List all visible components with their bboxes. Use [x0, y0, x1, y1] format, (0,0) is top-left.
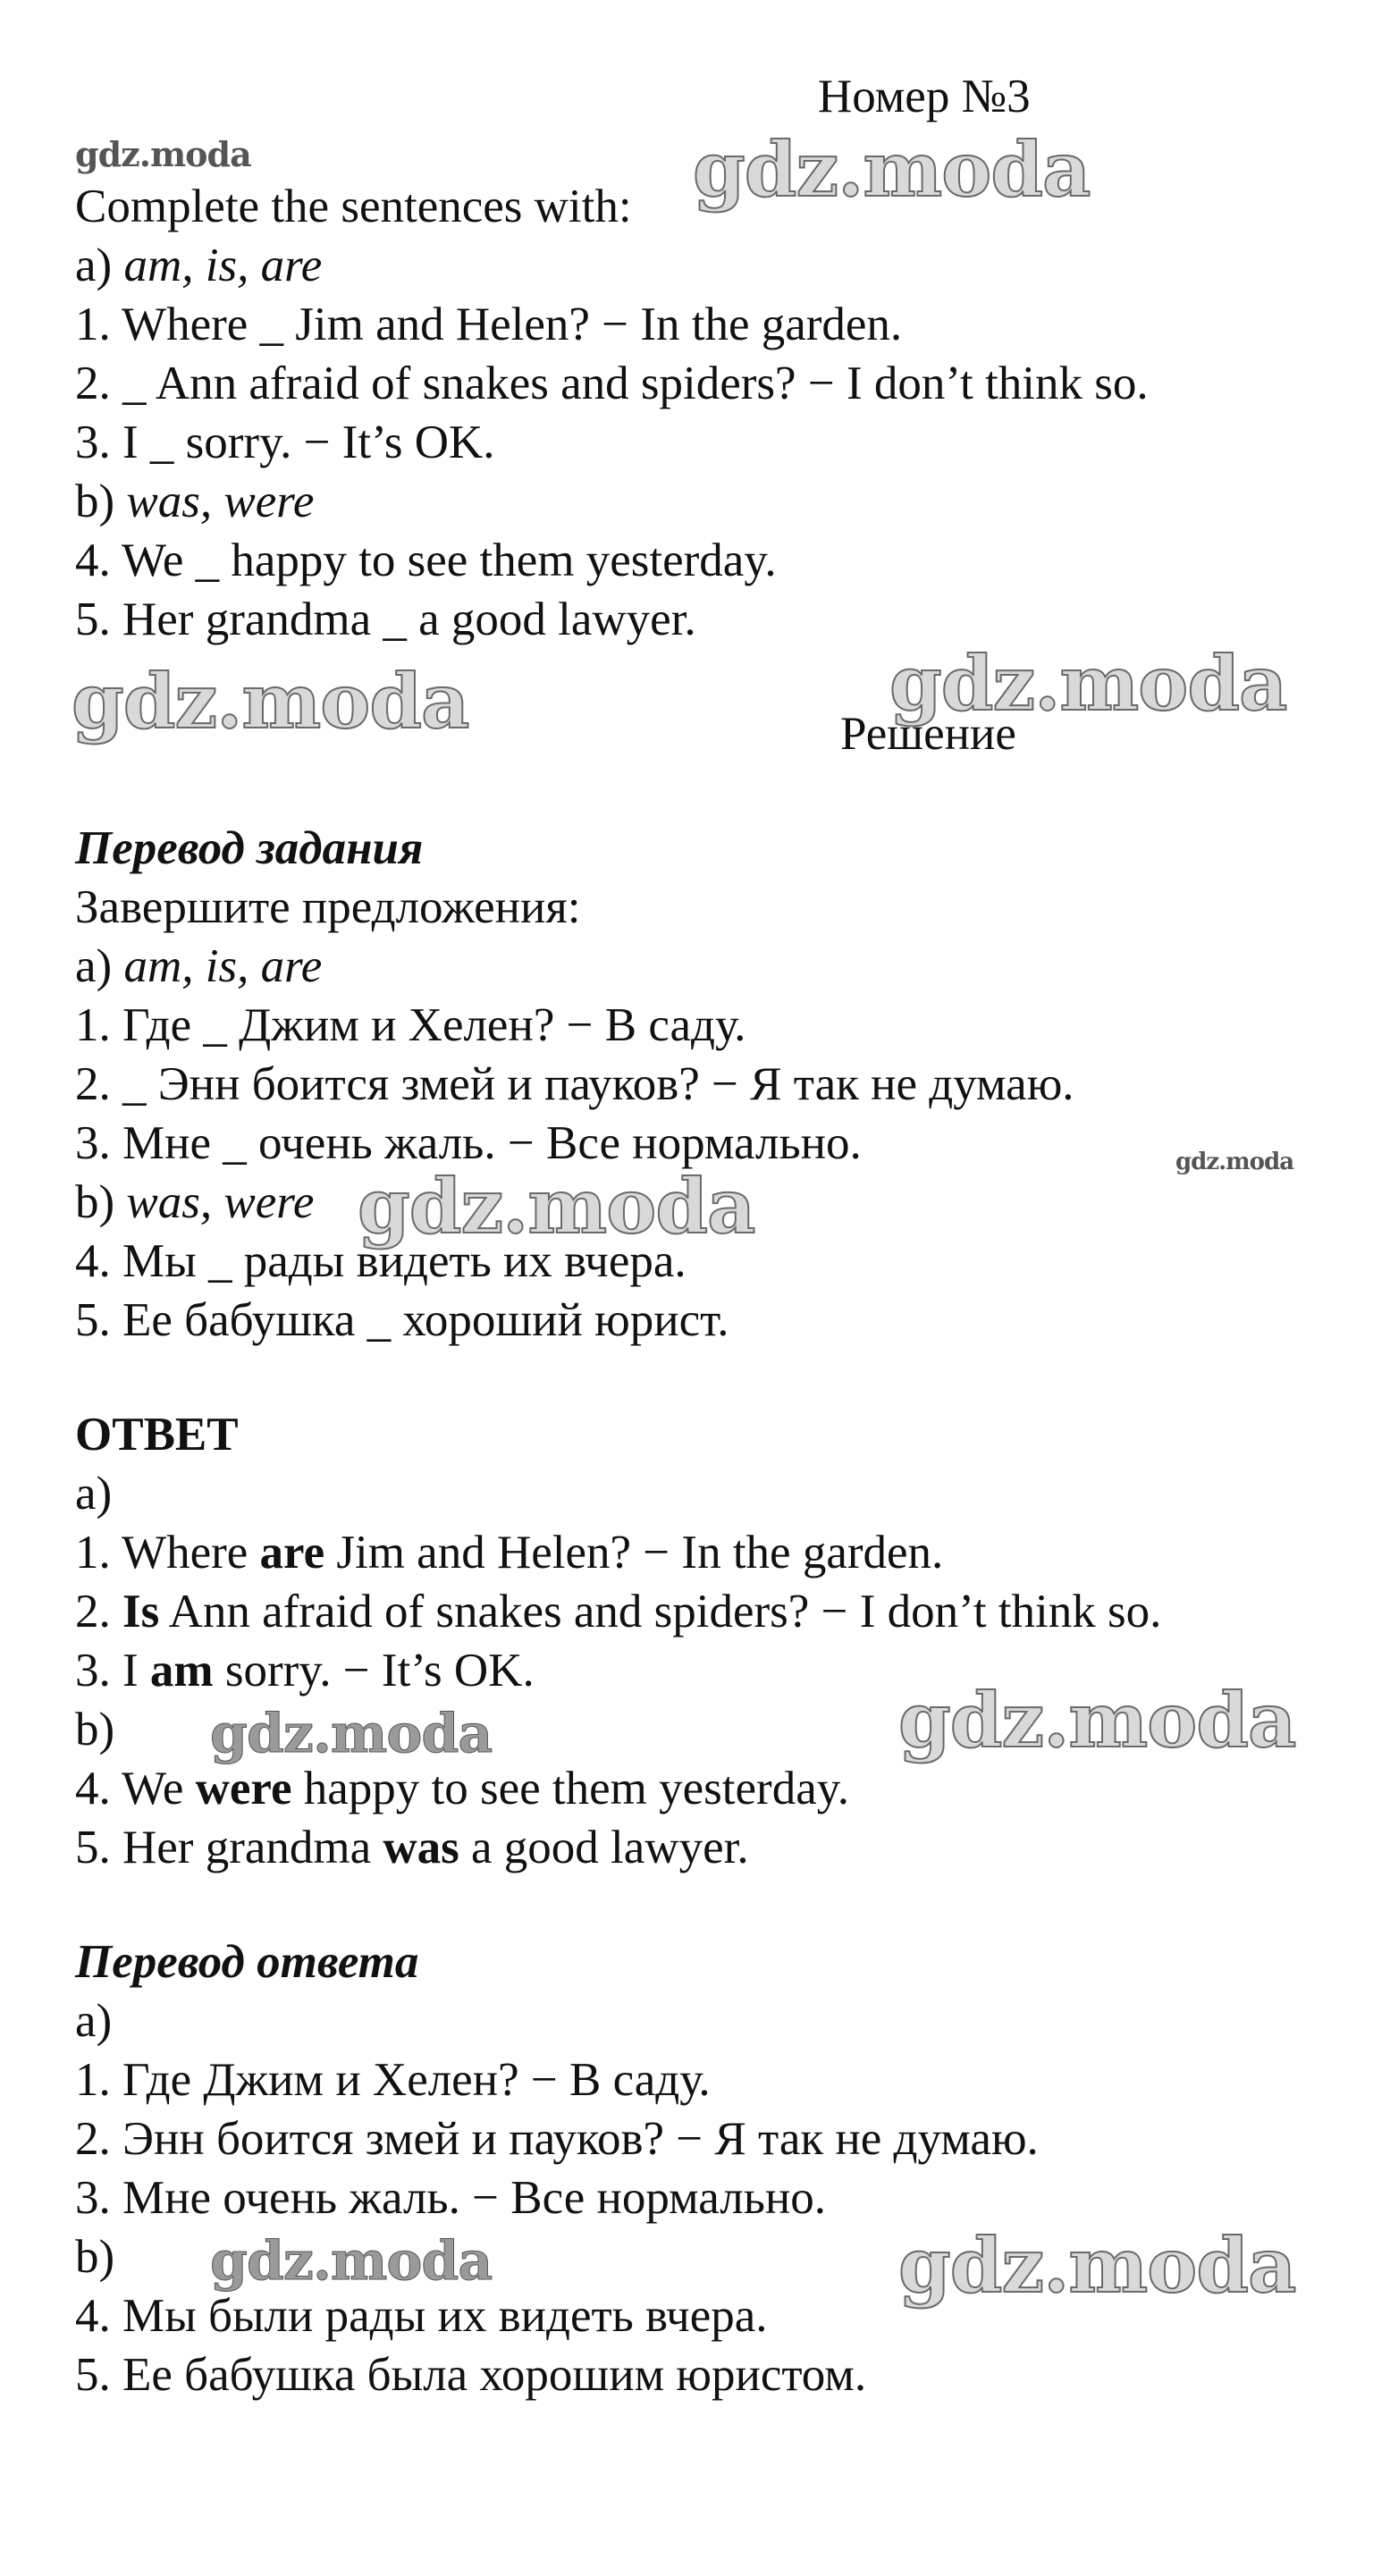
translation-answer-line: 3. Мне очень жаль. − Все нормально.	[75, 2172, 826, 2224]
task-part-b: b) was, were	[75, 476, 315, 527]
answer-line: 2. Is Ann afraid of snakes and spiders? − I don’t think so.	[75, 1586, 1162, 1637]
translation-answer-part-a: a)	[75, 1995, 113, 2047]
translation-part-b: b) was, were	[75, 1176, 315, 1228]
translation-answer-part-b: b)	[75, 2231, 115, 2283]
watermark: gdz.moda	[693, 125, 1091, 214]
task-line: 5. Her grandma _ a good lawyer.	[75, 593, 696, 645]
translation-answer-line: 2. Энн боится змей и пауков? − Я так не думаю.	[75, 2113, 1039, 2165]
watermark: gdz.moda	[358, 1162, 755, 1250]
watermark: gdz.moda	[210, 1703, 493, 1765]
answer-line: 4. We were happy to see them yesterday.	[75, 1763, 850, 1814]
translation-answer-line: 4. Мы были рады их видеть вчера.	[75, 2290, 768, 2342]
translation-answer-line: 5. Ее бабушка была хорошим юристом.	[75, 2349, 867, 2401]
task-line: 1. Where _ Jim and Helen? − In the garden.	[75, 299, 903, 350]
watermark: gdz.moda	[1175, 1149, 1294, 1175]
watermark: gdz.moda	[75, 134, 251, 174]
page-number: Номер №3	[818, 71, 1031, 122]
watermark: gdz.moda	[898, 2221, 1296, 2310]
watermark: gdz.moda	[72, 657, 469, 745]
translation-answer-line: 1. Где Джим и Хелен? − В саду.	[75, 2054, 711, 2106]
translation-part-a: a) am, is, are	[75, 940, 323, 992]
translation-task-heading: Перевод задания	[75, 822, 424, 874]
translation-line: 1. Где _ Джим и Хелен? − В саду.	[75, 999, 746, 1051]
task-line: 3. I _ sorry. − It’s OK.	[75, 417, 495, 468]
watermark: gdz.moda	[210, 2230, 493, 2293]
solution-label: Решение	[840, 708, 1016, 760]
answer-part-a: a)	[75, 1468, 113, 1520]
translation-line: 5. Ее бабушка _ хороший юрист.	[75, 1294, 729, 1346]
answer-line: 1. Where are Jim and Helen? − In the garden.	[75, 1527, 944, 1578]
task-instruction: Complete the sentences with:	[75, 181, 632, 232]
answer-part-b: b)	[75, 1704, 115, 1755]
translation-line: 2. _ Энн боится змей и пауков? − Я так не думаю.	[75, 1058, 1074, 1110]
answer-line: 5. Her grandma was a good lawyer.	[75, 1822, 749, 1873]
translation-answer-heading: Перевод ответа	[75, 1936, 419, 1988]
answer-line: 3. I am sorry. − It’s OK.	[75, 1645, 535, 1696]
task-part-a: a) am, is, are	[75, 240, 323, 291]
task-line: 2. _ Ann afraid of snakes and spiders? − I don’t think so.	[75, 358, 1149, 409]
translation-line: 4. Мы _ рады видеть их вчера.	[75, 1235, 687, 1287]
watermark: gdz.moda	[898, 1676, 1296, 1764]
translation-task-instruction: Завершите предложения:	[75, 881, 581, 933]
watermark: gdz.moda	[889, 639, 1287, 728]
answer-heading: ОТВЕТ	[75, 1409, 239, 1461]
translation-line: 3. Мне _ очень жаль. − Все нормально.	[75, 1117, 862, 1169]
task-line: 4. We _ happy to see them yesterday.	[75, 535, 777, 586]
